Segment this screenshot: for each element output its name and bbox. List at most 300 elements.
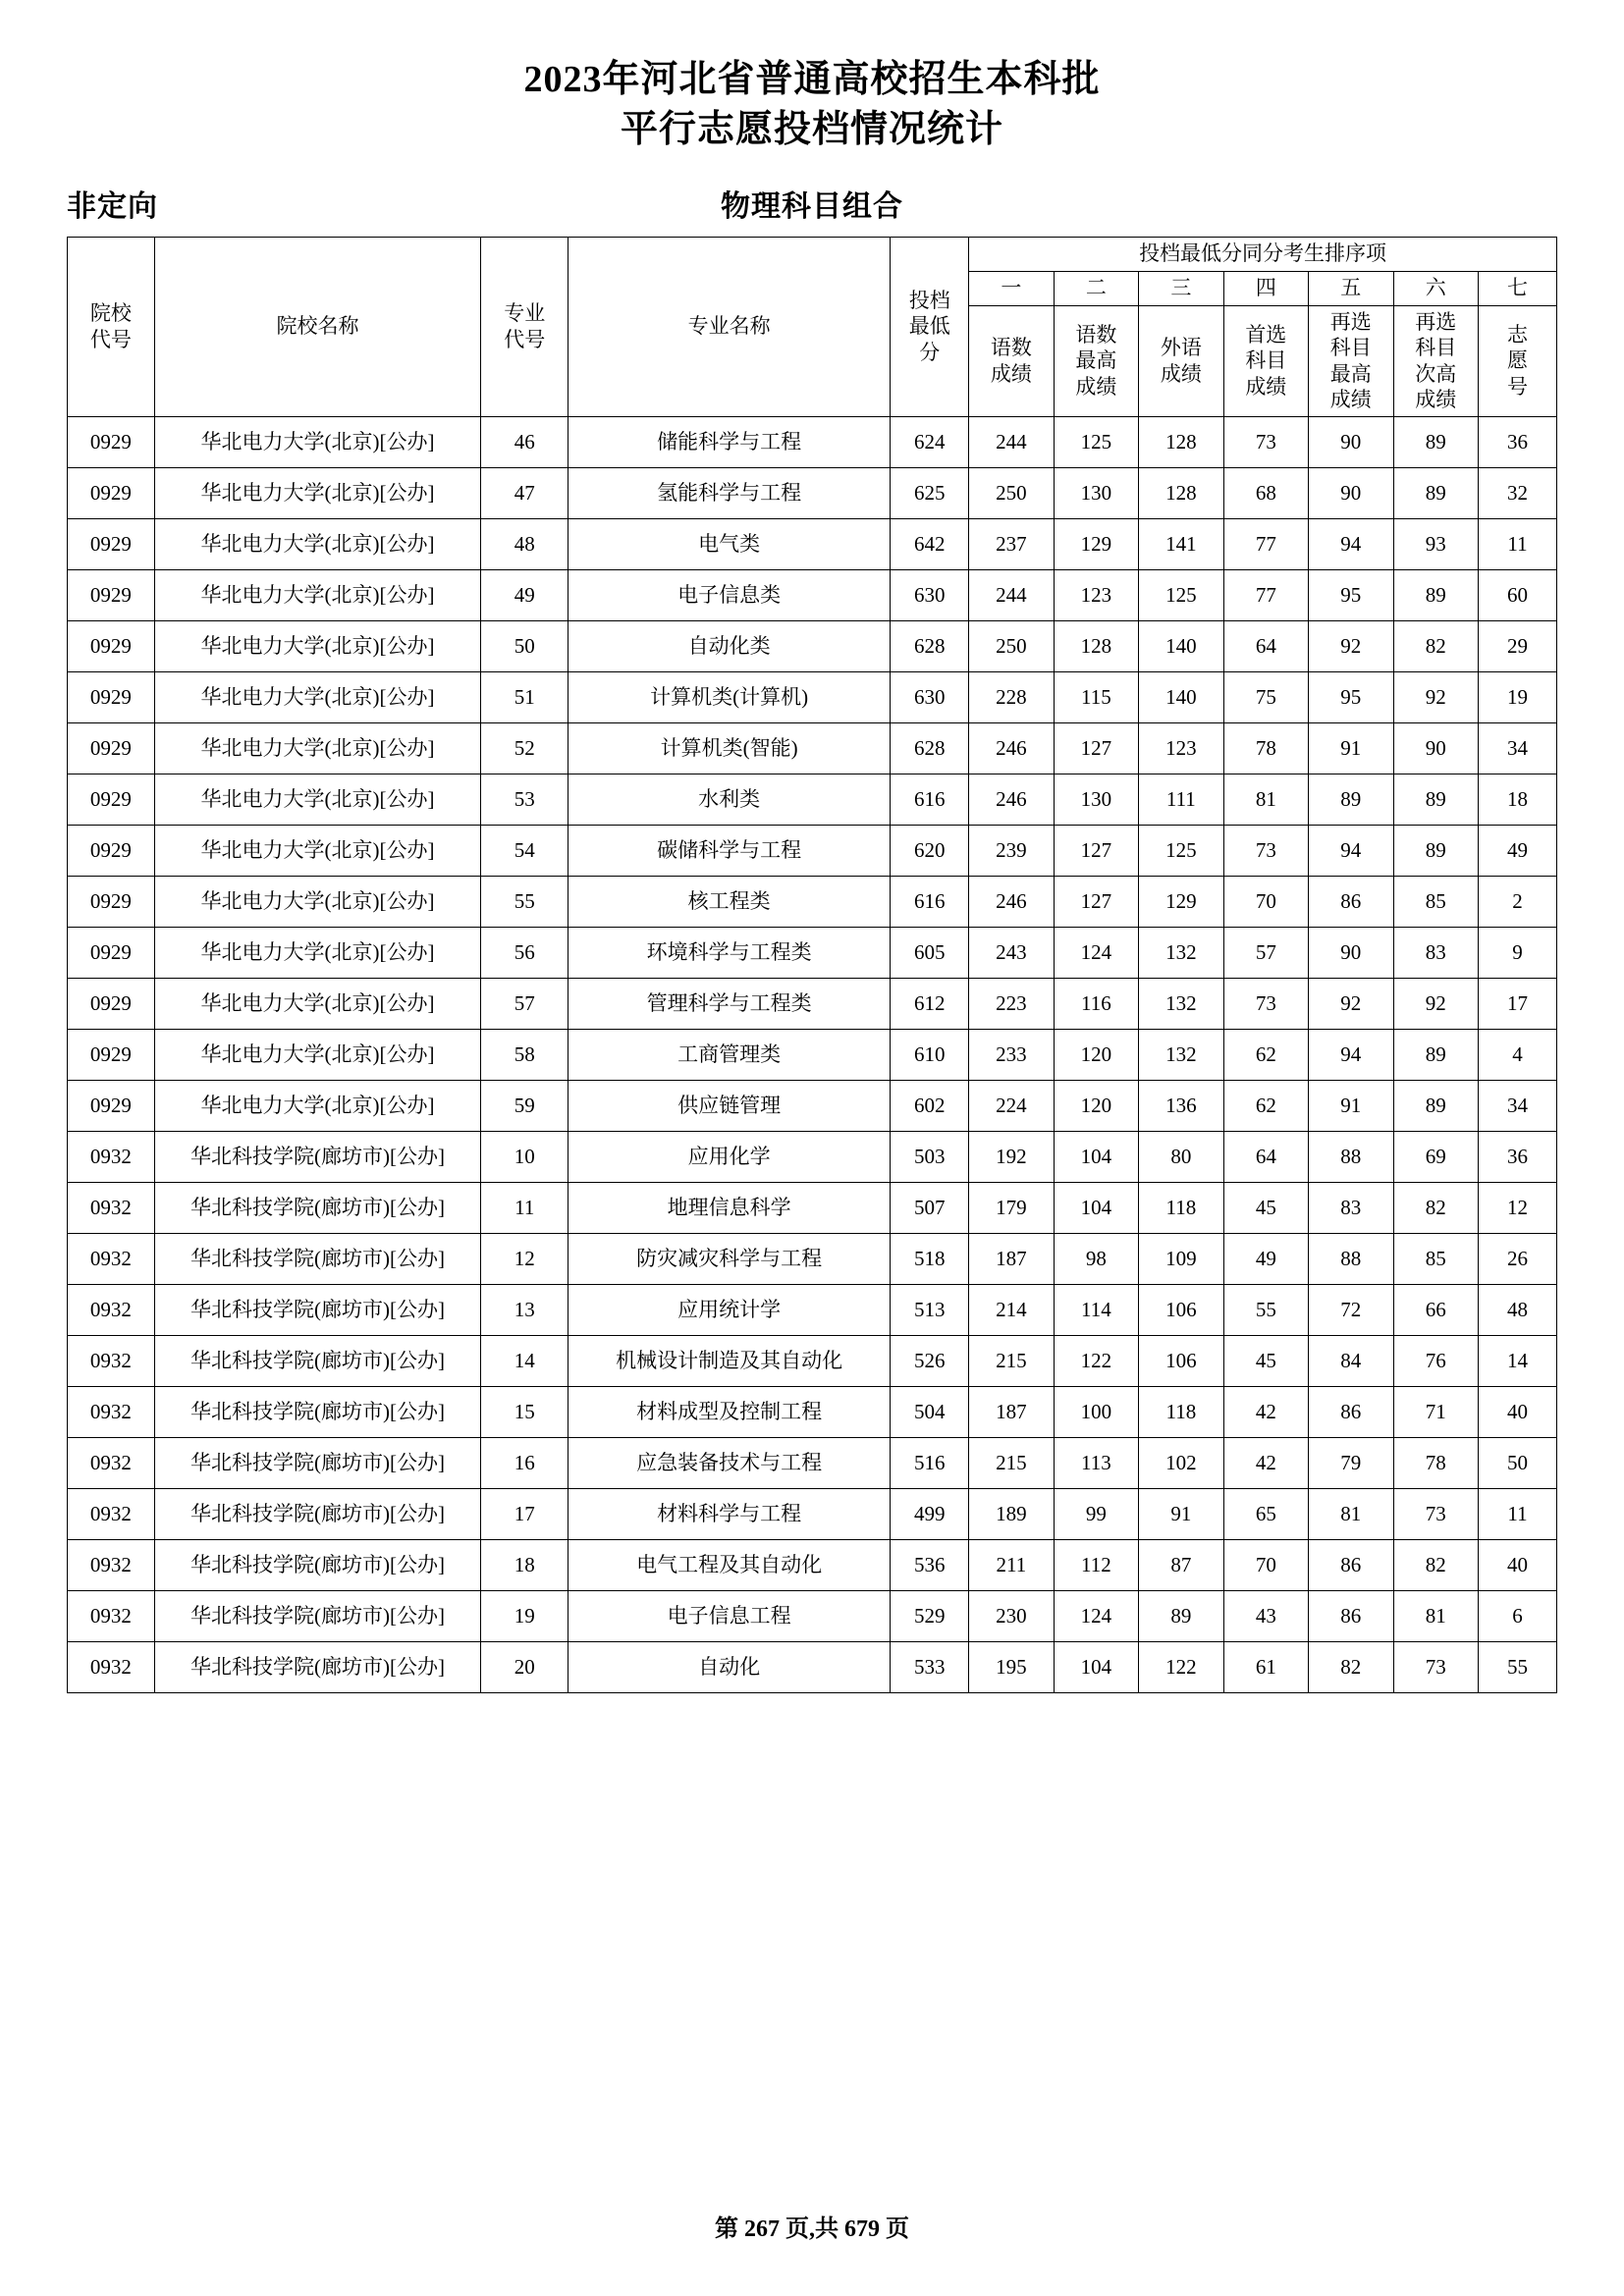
cell-score-4: 65 [1223,1488,1308,1539]
cell-score-1: 230 [969,1590,1054,1641]
table-row [68,1437,1557,1488]
cell-school-name: 华北电力大学(北京)[公办] [154,671,481,722]
cell-min-score: 518 [891,1233,969,1284]
cell-school-code: 0929 [68,825,155,876]
header-sub-2: 语数 最高 成绩 [1054,305,1138,416]
cell-score-3: 140 [1139,620,1223,671]
cell-school-name: 华北科技学院(廊坊市)[公办] [154,1233,481,1284]
cell-min-score: 516 [891,1437,969,1488]
table-row [68,1386,1557,1437]
cell-score-4: 70 [1223,876,1308,927]
cell-school-name: 华北科技学院(廊坊市)[公办] [154,1488,481,1539]
cell-score-6: 90 [1393,722,1478,774]
cell-volunteer-no: 18 [1479,774,1557,825]
cell-volunteer-no: 4 [1479,1029,1557,1080]
cell-major-code: 52 [481,722,568,774]
cell-school-code: 0929 [68,620,155,671]
cell-major-name: 碳储科学与工程 [568,825,891,876]
subheader [67,182,1557,225]
cell-school-name: 华北科技学院(廊坊市)[公办] [154,1182,481,1233]
cell-school-name: 华北电力大学(北京)[公办] [154,1080,481,1131]
cell-score-4: 42 [1223,1437,1308,1488]
cell-volunteer-no: 14 [1479,1335,1557,1386]
cell-volunteer-no: 49 [1479,825,1557,876]
cell-major-name: 应用统计学 [568,1284,891,1335]
cell-score-6: 89 [1393,774,1478,825]
admission-score-table [67,237,1557,1693]
cell-volunteer-no: 6 [1479,1590,1557,1641]
cell-major-name: 电气类 [568,518,891,569]
cell-score-4: 73 [1223,978,1308,1029]
header-school-code: 院校 代号 [68,237,155,416]
cell-score-1: 215 [969,1335,1054,1386]
table-row [68,569,1557,620]
cell-school-code: 0929 [68,722,155,774]
cell-volunteer-no: 55 [1479,1641,1557,1692]
cell-school-name: 华北科技学院(廊坊市)[公办] [154,1131,481,1182]
cell-score-3: 136 [1139,1080,1223,1131]
cell-school-name: 华北科技学院(廊坊市)[公办] [154,1437,481,1488]
cell-major-name: 计算机类(智能) [568,722,891,774]
cell-score-2: 130 [1054,774,1138,825]
cell-score-6: 78 [1393,1437,1478,1488]
cell-score-3: 125 [1139,569,1223,620]
cell-school-code: 0932 [68,1641,155,1692]
cell-score-1: 187 [969,1386,1054,1437]
cell-score-1: 239 [969,825,1054,876]
header-major-name: 专业名称 [568,237,891,416]
cell-min-score: 642 [891,518,969,569]
table-row [68,978,1557,1029]
cell-score-4: 64 [1223,1131,1308,1182]
cell-major-code: 55 [481,876,568,927]
cell-score-1: 246 [969,722,1054,774]
table-body [68,416,1557,1692]
cell-score-2: 122 [1054,1335,1138,1386]
cell-score-2: 123 [1054,569,1138,620]
cell-volunteer-no: 40 [1479,1539,1557,1590]
cell-min-score: 616 [891,774,969,825]
cell-major-name: 电子信息类 [568,569,891,620]
cell-score-4: 70 [1223,1539,1308,1590]
cell-school-code: 0932 [68,1233,155,1284]
cell-score-6: 73 [1393,1641,1478,1692]
cell-volunteer-no: 19 [1479,671,1557,722]
cell-major-code: 10 [481,1131,568,1182]
cell-volunteer-no: 50 [1479,1437,1557,1488]
cell-school-name: 华北电力大学(北京)[公办] [154,774,481,825]
cell-score-3: 91 [1139,1488,1223,1539]
cell-major-code: 58 [481,1029,568,1080]
cell-score-6: 82 [1393,1182,1478,1233]
cell-score-5: 82 [1309,1641,1393,1692]
cell-major-code: 19 [481,1590,568,1641]
header-sub-7: 志 愿 号 [1479,305,1557,416]
table-row [68,1539,1557,1590]
cell-score-2: 120 [1054,1029,1138,1080]
cell-min-score: 605 [891,927,969,978]
cell-score-6: 89 [1393,825,1478,876]
page-title [67,55,1557,156]
cell-major-name: 氢能科学与工程 [568,467,891,518]
cell-score-2: 114 [1054,1284,1138,1335]
cell-score-5: 92 [1309,620,1393,671]
cell-min-score: 625 [891,467,969,518]
table-row [68,671,1557,722]
header-sub-6: 再选 科目 次高 成绩 [1393,305,1478,416]
cell-score-4: 61 [1223,1641,1308,1692]
table-row [68,876,1557,927]
header-sub-4: 首选 科目 成绩 [1223,305,1308,416]
page-footer: 第 267 页,共 679 页 [715,2216,909,2242]
cell-score-6: 89 [1393,1080,1478,1131]
cell-score-5: 86 [1309,876,1393,927]
cell-score-2: 113 [1054,1437,1138,1488]
cell-major-name: 应急装备技术与工程 [568,1437,891,1488]
cell-score-1: 189 [969,1488,1054,1539]
cell-major-name: 电子信息工程 [568,1590,891,1641]
cell-score-1: 224 [969,1080,1054,1131]
cell-school-name: 华北电力大学(北京)[公办] [154,927,481,978]
cell-min-score: 612 [891,978,969,1029]
cell-min-score: 624 [891,416,969,467]
cell-min-score: 536 [891,1539,969,1590]
cell-score-3: 118 [1139,1182,1223,1233]
cell-score-6: 71 [1393,1386,1478,1437]
table-row [68,518,1557,569]
table-row [68,1590,1557,1641]
cell-min-score: 503 [891,1131,969,1182]
cell-score-4: 78 [1223,722,1308,774]
table-header-row-group [68,237,1557,271]
cell-score-2: 127 [1054,722,1138,774]
table-row [68,467,1557,518]
cell-score-3: 106 [1139,1284,1223,1335]
cell-score-2: 112 [1054,1539,1138,1590]
cell-min-score: 533 [891,1641,969,1692]
cell-score-4: 57 [1223,927,1308,978]
cell-school-name: 华北科技学院(廊坊市)[公办] [154,1284,481,1335]
cell-major-code: 47 [481,467,568,518]
cell-min-score: 630 [891,671,969,722]
cell-score-4: 55 [1223,1284,1308,1335]
cell-school-code: 0929 [68,467,155,518]
cell-school-name: 华北科技学院(廊坊市)[公办] [154,1539,481,1590]
table-row [68,1131,1557,1182]
header-rank-3: 三 [1139,271,1223,305]
cell-score-4: 68 [1223,467,1308,518]
cell-score-2: 115 [1054,671,1138,722]
cell-score-2: 127 [1054,825,1138,876]
table-row [68,1080,1557,1131]
cell-major-code: 17 [481,1488,568,1539]
cell-score-6: 89 [1393,416,1478,467]
cell-min-score: 602 [891,1080,969,1131]
cell-score-4: 73 [1223,825,1308,876]
table-row [68,927,1557,978]
cell-school-code: 0932 [68,1539,155,1590]
cell-school-name: 华北电力大学(北京)[公办] [154,569,481,620]
cell-major-name: 供应链管理 [568,1080,891,1131]
cell-score-3: 125 [1139,825,1223,876]
cell-major-code: 48 [481,518,568,569]
cell-major-code: 46 [481,416,568,467]
cell-score-6: 85 [1393,876,1478,927]
cell-school-code: 0932 [68,1590,155,1641]
cell-score-5: 72 [1309,1284,1393,1335]
cell-score-1: 215 [969,1437,1054,1488]
cell-school-code: 0929 [68,1080,155,1131]
cell-score-5: 84 [1309,1335,1393,1386]
cell-score-5: 95 [1309,569,1393,620]
cell-min-score: 630 [891,569,969,620]
header-major-code: 专业 代号 [481,237,568,416]
cell-min-score: 628 [891,620,969,671]
cell-score-5: 94 [1309,825,1393,876]
cell-volunteer-no: 29 [1479,620,1557,671]
cell-score-3: 128 [1139,467,1223,518]
cell-volunteer-no: 48 [1479,1284,1557,1335]
header-sub-3: 外语 成绩 [1139,305,1223,416]
cell-major-name: 水利类 [568,774,891,825]
cell-major-name: 工商管理类 [568,1029,891,1080]
cell-score-2: 130 [1054,467,1138,518]
cell-volunteer-no: 60 [1479,569,1557,620]
table-row [68,1488,1557,1539]
cell-school-code: 0932 [68,1284,155,1335]
cell-volunteer-no: 40 [1479,1386,1557,1437]
cell-score-6: 82 [1393,1539,1478,1590]
cell-score-4: 49 [1223,1233,1308,1284]
cell-major-code: 51 [481,671,568,722]
cell-score-3: 141 [1139,518,1223,569]
header-rank-4: 四 [1223,271,1308,305]
header-sub-5: 再选 科目 最高 成绩 [1309,305,1393,416]
cell-score-3: 140 [1139,671,1223,722]
table-row [68,416,1557,467]
cell-volunteer-no: 36 [1479,416,1557,467]
cell-score-2: 104 [1054,1641,1138,1692]
cell-major-code: 13 [481,1284,568,1335]
cell-score-6: 92 [1393,978,1478,1029]
cell-major-name: 储能科学与工程 [568,416,891,467]
cell-score-6: 81 [1393,1590,1478,1641]
cell-score-1: 211 [969,1539,1054,1590]
table-row [68,825,1557,876]
cell-score-2: 125 [1054,416,1138,467]
cell-score-3: 102 [1139,1437,1223,1488]
cell-major-code: 53 [481,774,568,825]
cell-score-4: 64 [1223,620,1308,671]
cell-major-code: 20 [481,1641,568,1692]
cell-score-2: 104 [1054,1182,1138,1233]
cell-score-3: 123 [1139,722,1223,774]
cell-major-code: 15 [481,1386,568,1437]
cell-score-1: 246 [969,876,1054,927]
cell-major-code: 56 [481,927,568,978]
cell-school-code: 0932 [68,1335,155,1386]
cell-score-2: 128 [1054,620,1138,671]
cell-major-name: 应用化学 [568,1131,891,1182]
cell-score-3: 118 [1139,1386,1223,1437]
cell-score-3: 109 [1139,1233,1223,1284]
cell-score-2: 129 [1054,518,1138,569]
cell-score-4: 77 [1223,569,1308,620]
cell-score-1: 187 [969,1233,1054,1284]
cell-volunteer-no: 9 [1479,927,1557,978]
cell-score-5: 89 [1309,774,1393,825]
cell-school-code: 0932 [68,1182,155,1233]
cell-score-1: 195 [969,1641,1054,1692]
cell-major-name: 电气工程及其自动化 [568,1539,891,1590]
cell-score-6: 69 [1393,1131,1478,1182]
header-rank-1: 一 [969,271,1054,305]
cell-score-6: 73 [1393,1488,1478,1539]
header-min-score: 投档 最低 分 [891,237,969,416]
table-row [68,1641,1557,1692]
cell-score-5: 94 [1309,1029,1393,1080]
cell-school-name: 华北科技学院(廊坊市)[公办] [154,1590,481,1641]
cell-major-name: 核工程类 [568,876,891,927]
cell-score-1: 237 [969,518,1054,569]
cell-score-4: 81 [1223,774,1308,825]
cell-score-4: 73 [1223,416,1308,467]
cell-major-code: 59 [481,1080,568,1131]
cell-score-2: 104 [1054,1131,1138,1182]
cell-school-code: 0932 [68,1488,155,1539]
cell-score-1: 214 [969,1284,1054,1335]
cell-score-5: 81 [1309,1488,1393,1539]
cell-score-3: 132 [1139,1029,1223,1080]
title-line-2: 平行志愿投档情况统计 [620,109,1003,151]
cell-score-6: 83 [1393,927,1478,978]
cell-school-name: 华北电力大学(北京)[公办] [154,825,481,876]
cell-major-code: 11 [481,1182,568,1233]
cell-min-score: 529 [891,1590,969,1641]
cell-volunteer-no: 36 [1479,1131,1557,1182]
cell-score-5: 90 [1309,927,1393,978]
cell-min-score: 628 [891,722,969,774]
cell-score-1: 244 [969,416,1054,467]
cell-major-code: 50 [481,620,568,671]
cell-score-6: 89 [1393,1029,1478,1080]
cell-score-1: 192 [969,1131,1054,1182]
header-rank-5: 五 [1309,271,1393,305]
cell-major-name: 地理信息科学 [568,1182,891,1233]
cell-score-5: 94 [1309,518,1393,569]
cell-score-5: 92 [1309,978,1393,1029]
cell-school-name: 华北电力大学(北京)[公办] [154,1029,481,1080]
cell-volunteer-no: 12 [1479,1182,1557,1233]
header-school-name: 院校名称 [154,237,481,416]
cell-score-3: 132 [1139,927,1223,978]
subheader-left-label: 非定向 [67,189,158,223]
header-tiebreak-group: 投档最低分同分考生排序项 [969,237,1557,271]
cell-score-6: 93 [1393,518,1478,569]
cell-min-score: 616 [891,876,969,927]
cell-min-score: 526 [891,1335,969,1386]
cell-major-name: 自动化 [568,1641,891,1692]
cell-major-name: 环境科学与工程类 [568,927,891,978]
cell-school-name: 华北电力大学(北京)[公办] [154,518,481,569]
cell-school-code: 0929 [68,876,155,927]
cell-school-name: 华北电力大学(北京)[公办] [154,416,481,467]
cell-major-name: 机械设计制造及其自动化 [568,1335,891,1386]
cell-score-1: 179 [969,1182,1054,1233]
cell-major-name: 自动化类 [568,620,891,671]
cell-score-6: 66 [1393,1284,1478,1335]
cell-score-3: 132 [1139,978,1223,1029]
cell-score-5: 90 [1309,416,1393,467]
table-row [68,1029,1557,1080]
cell-score-1: 250 [969,620,1054,671]
cell-volunteer-no: 11 [1479,518,1557,569]
cell-score-2: 124 [1054,927,1138,978]
cell-score-3: 111 [1139,774,1223,825]
table-row [68,722,1557,774]
cell-score-5: 88 [1309,1233,1393,1284]
cell-score-6: 76 [1393,1335,1478,1386]
cell-volunteer-no: 17 [1479,978,1557,1029]
cell-score-4: 62 [1223,1080,1308,1131]
cell-major-code: 12 [481,1233,568,1284]
cell-volunteer-no: 32 [1479,467,1557,518]
cell-score-6: 82 [1393,620,1478,671]
cell-min-score: 504 [891,1386,969,1437]
cell-school-name: 华北科技学院(廊坊市)[公办] [154,1335,481,1386]
header-rank-6: 六 [1393,271,1478,305]
cell-score-6: 89 [1393,569,1478,620]
cell-score-2: 120 [1054,1080,1138,1131]
cell-score-1: 246 [969,774,1054,825]
cell-major-code: 16 [481,1437,568,1488]
table-row [68,774,1557,825]
cell-score-5: 79 [1309,1437,1393,1488]
cell-score-4: 42 [1223,1386,1308,1437]
cell-major-name: 管理科学与工程类 [568,978,891,1029]
cell-volunteer-no: 2 [1479,876,1557,927]
cell-score-1: 244 [969,569,1054,620]
cell-score-3: 128 [1139,416,1223,467]
table-row [68,620,1557,671]
cell-min-score: 499 [891,1488,969,1539]
cell-volunteer-no: 34 [1479,722,1557,774]
header-rank-7: 七 [1479,271,1557,305]
cell-score-4: 45 [1223,1335,1308,1386]
cell-score-3: 87 [1139,1539,1223,1590]
cell-min-score: 507 [891,1182,969,1233]
cell-major-name: 材料成型及控制工程 [568,1386,891,1437]
cell-school-code: 0929 [68,927,155,978]
cell-score-2: 127 [1054,876,1138,927]
cell-score-3: 80 [1139,1131,1223,1182]
cell-major-name: 防灾减灾科学与工程 [568,1233,891,1284]
cell-score-5: 91 [1309,722,1393,774]
cell-school-code: 0929 [68,569,155,620]
cell-score-5: 86 [1309,1590,1393,1641]
table-header [68,237,1557,416]
cell-school-name: 华北电力大学(北京)[公办] [154,978,481,1029]
cell-score-3: 122 [1139,1641,1223,1692]
cell-score-5: 86 [1309,1539,1393,1590]
cell-score-1: 243 [969,927,1054,978]
cell-score-1: 223 [969,978,1054,1029]
cell-score-5: 83 [1309,1182,1393,1233]
cell-school-code: 0929 [68,416,155,467]
cell-major-name: 材料科学与工程 [568,1488,891,1539]
cell-score-2: 116 [1054,978,1138,1029]
cell-volunteer-no: 34 [1479,1080,1557,1131]
